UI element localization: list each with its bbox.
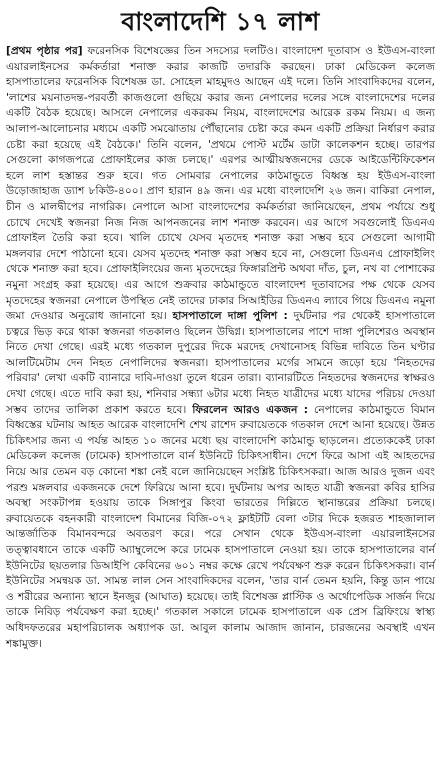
continued-label: [প্রথম পৃষ্ঠার পর] <box>6 45 83 57</box>
headline: বাংলাদেশি ১৭ লাশ <box>121 7 320 36</box>
subhead-riot-police: হাসপাতালে দাঙ্গা পুলিশ : <box>172 310 288 323</box>
paragraph-1: ফরেনসিক বিশেষজ্ঞের তিন সদস্যের দলটিও। বাংলাদেশ দূতাবাস ও ইউএস-বাংলা এয়ারলাইনসের কর্মকর্তারা শনাক্ত করার কাজটি তদারকি করছেন। ঢাকা মেডিকেল কলেজ হাসপাতালের ফরেনসিক বিশেষজ্ঞ ডা. সোহেল মাহমুদও আছেন এই দলে। তিনি সাংবাদিকদের বলেন, 'লাশের ময়নাতদন্ত-পরবর্তী কাজগুলো গুছিয়ে করার জন্য নেপালের দলের সঙ্গে বাংলাদেশের দলের একটি বৈঠক হয়েছে। আসলে নেপালের একরকম নিয়ম, বাংলাদেশের আরেক রকম নিয়ম। এ জন্য আলাপ-আলোচনার মধ্যমে একটি সমঝোতায় পৌঁছানোর চেষ্টা করে কমন একটি প্রক্রিয়া নির্ধারণ করার চেষ্টা করা হয়েছে এই বৈঠকে।' তিনি বলেন, 'প্রথমে পোস্ট মর্টেম ডাটা কালেকশন হচ্ছে। তারপর সেগুলো কাগজপত্রে প্রোফাইলের কাজ চলছে।' এরপর আত্মীয়স্বজনদের ডেকে আইডেন্টিফিকেশন হলে লাশ হস্তান্তর শুরু হবে। গত সোমবার নেপালের কাঠমান্ডুতে বিধ্বস্ত হয় ইউএস-বাংলা উড়োজাহাজ ড্যাশ ৮কিউ-৪০০। প্রাণ হারান ৪৯ জন। এর মধ্যে বাংলাদেশি ২৬ জন। বাকিরা নেপাল, চীন ও মালদ্বীপের নাগরিক। নেপালে আসা বাংলাদেশের কর্মকর্তারা জানিয়েছেন, প্রথম পর্যায়ে শুধু চোখে দেখেই স্বজনরা নিজ নিজ আপনজনের লাশ শনাক্ত করবেন। এর আগে সবগুলোই ডিএনএ প্রোফাইল তৈরি করা হবে। খালি চোখে যেসব মৃতদেহ শনাক্ত করা সম্ভব হবে সেগুলো আগামী মঙ্গলবার দেশে পাঠানো হবে। যেসব মৃতদেহ শনাক্ত করা সম্ভব হবে না, সেগুলো ডিএনএ প্রোফাইলিং থেকে শনাক্ত করা হবে। প্রোফাইলিংয়ের জন্য মৃতদেহের ফিঙ্গারপ্রিন্ট অথবা দাঁত, চুল, নখ বা পোশাকের নমুনা সংগ্রহ করা হয়েছে। এর আগে শুক্রবার কাঠমান্ডুতে বাংলাদেশ দূতাবাসের পক্ষ থেকে যেসব মৃতদেহের স্বজনরা নেপালে উপস্থিত নেই তাদের ঢাকার সিআইডির ডিএনএ ল্যাবে গিয়ে ডিএনএ নমুনা জমা দেওয়ার অনুরোধ জানানো হয়। <box>6 45 435 323</box>
article-body <box>6 44 435 652</box>
paragraph-3: নেপালের কাঠমান্ডুতে বিমান বিধ্বস্তের ঘটনায় আহত আরেক বাংলাদেশি শেখ রাশেদ রুবায়েতকে গতকাল দেশে আনা হয়েছে। উন্নত চিকিৎসার জন্য এ পর্যন্ত আহত ১০ জনের মধ্যে ছয় বাংলাদেশি কাঠমান্ডু ছাড়লেন। প্রত্যেককেই ঢাকা মেডিকেল কলেজ (ঢামেক) হাসপাতালে বার্ন ইউনিটে চিকিৎসাধীন। দেশে ফিরে আসা এই আহতদের নিয়ে আর তেমন বড় কোনো শঙ্কা নেই বলে জানিয়েছেন সংশ্লিষ্ট চিকিৎসকরা। আজ আরও দুজন এবং পরশু মঙ্গলবার একজনকে দেশে ফিরিয়ে আনা হবে। দুর্ঘটনায় অপর আহত যাত্রী স্বজনরা কবির হাসির অবস্থা সংকটাপন্ন হওয়ায় তাকে সিঙ্গাপুর কিংবা ভারতের দিল্লিতে স্থানান্তরের প্রক্রিয়া চলছে। রুবায়েতকে বহনকারী বাংলাদেশ বিমানের বিজি-০৭২ ফ্লাইটটি বেলা ৩টার দিকে হজরত শাহজালাল আন্তর্জাতিক বিমানবন্দরে অবতরণ করে। পরে সেখান থেকে ইউএস-বাংলা এয়ারলাইনসের তত্ত্বাবধানে তাকে একটি অ্যাম্বুলেন্সে করে ঢামেক হাসপাতালে নেওয়া হয়। তাকে হাসপাতালের বার্ন ইউনিটের ছয়তলার ডিআইপি কেবিনের ৬০১ নম্বর কক্ষে রেখে পর্যবেক্ষণ শুরু করেন চিকিৎসকরা। বার্ন ইউনিটের সমন্বয়ক ডা. সামন্ত লাল সেন সাংবাদিকদের বলেন, 'তার বার্ন তেমন হয়নি, কিন্তু ডান পায়ে ও শরীরের অন্যান্য স্থানে ইনজুর (আঘাত) হয়েছে। তাই বিশেষজ্ঞ প্লাস্টিক ও অর্থোপেডিক সার্জন দিয়ে তাকে নিবিড় পর্যবেক্ষণ করা হচ্ছে।' গতকাল সকালে ঢামেক হাসপাতালে এক প্রেস ব্রিফিংয়ে স্বাস্থ্য অধিদফতরের মহাপরিচালক অধ্যাপক ডা. আবুল কালাম আজাদ জানান, চারজনের অবস্থাই এখন শঙ্কামুক্ত। <box>6 403 435 650</box>
subhead-one-more-returned: ফিরলেন আরও একজন : <box>192 403 308 416</box>
paragraph-2: দুর্ঘটনার পর থেকেই হাসপাতালে চত্বরে ভিড় করে থাকা স্বজনরা গতকালও ছিলেন উদ্বিগ্ন। হাসপাতালের পাশে দাঙ্গা পুলিশেরও অবস্থান নিতে দেখা গেছে। এরই মধ্যে গতকাল দুপুরের দিকে মরদেহ দেখানোসহ বিভিন্ন দাবিতে তিন ঘণ্টার আলটিমেটাম দেন নিহত নেপালিদের স্বজনরা। হাসপাতালের মর্গের সামনে জড়ো হয়ে 'নিহতদের পরিবার' লেখা একটি ব্যানারে দাবি-দাওয়া তুলে ধরেন তারা। ব্যানারটিতে নিহতদের স্বজনদের স্বাক্ষরও দেখা গেছে। এতে দাবি করা হয়, শনিবার সন্ধ্যা ৬টার মধ্যে নিহত যাত্রীদের মধ্যে যাদের পরিচয় দেওয়া সম্ভব তাদের তালিকা প্রকাশ করতে হবে। <box>6 310 435 416</box>
